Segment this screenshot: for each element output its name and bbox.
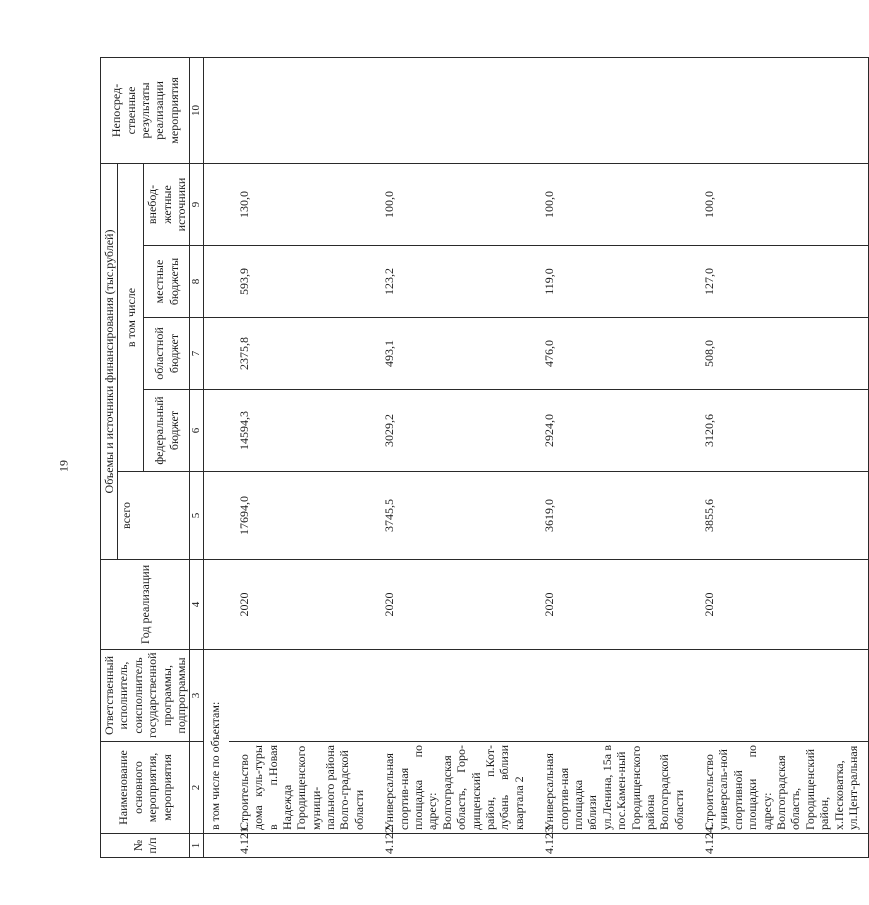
table-row [374,57,534,857]
row-regional: 508,0 [694,318,869,390]
header-col-year: Год реализации [101,560,190,650]
row-name: Строительство дома куль-туры в п.Новая Надежда Городищенского муници-пального района Волго-градской области [229,742,375,834]
row-year: 2020 [534,560,694,650]
row-local: 123,2 [374,246,534,318]
row-executor [374,650,534,742]
row-number: 4.123. [534,834,694,858]
col-index: 4 [190,560,204,650]
page-number: 19 [56,460,71,472]
col-index: 1 [190,834,204,858]
header-federal: федеральный бюджет [144,390,190,472]
row-extrabudget: 130,0 [229,163,375,245]
row-total: 3855,6 [694,472,869,560]
header-including: в том числе [118,163,144,471]
header-total: всего [118,472,190,560]
col-index: 10 [190,57,204,163]
row-executor [229,650,375,742]
col-index: 3 [190,650,204,742]
row-year: 2020 [229,560,375,650]
col-index: 6 [190,390,204,472]
row-extrabudget: 100,0 [374,163,534,245]
row-total: 17694,0 [229,472,375,560]
row-number: 4.124. [694,834,869,858]
row-name: Строительство универсаль-ной спортивной площадки по адресу: Волгоградская область, Городищенский район, х.Песковатка, ул.Цент-ральная [694,742,869,834]
row-number: 4.122. [374,834,534,858]
row-regional: 2375,8 [229,318,375,390]
col-index: 2 [190,742,204,834]
row-federal: 3029,2 [374,390,534,472]
row-result [694,57,869,163]
row-name: Универсальная спортив-ная площадка по адресу: Волгоградская область, Горо-дищенский район, п.Кот-лубань вблизи квартала 2 [374,742,534,834]
row-federal: 3120,6 [694,390,869,472]
rotated-table-container [100,58,860,858]
row-executor [694,650,869,742]
row-local: 119,0 [534,246,694,318]
row-local: 593,9 [229,246,375,318]
header-funding: Объемы и источники финансирования (тыс.рублей) [101,163,118,559]
row-regional: 476,0 [534,318,694,390]
row-extrabudget: 100,0 [534,163,694,245]
header-col-name: Наименование основного мероприятия, мероприятия [101,742,190,834]
row-result [534,57,694,163]
row-executor [534,650,694,742]
row-name: Универсальная спортив-ная площадка вблизи ул.Ленина, 15а в пос.Камен-ный Городищенского района Волгоградской области [534,742,694,834]
table-row [534,57,694,857]
header-col-executor: Ответственный исполнитель, соисполнитель государственной программы, подпрограммы [101,650,190,742]
header-col-number: № п/п [101,834,190,858]
header-extrabudget: внебод-жетные источники [144,163,190,245]
row-extrabudget: 100,0 [694,163,869,245]
subheading-objects: в том числе по объектам: [204,650,229,834]
col-index: 9 [190,163,204,245]
row-regional: 493,1 [374,318,534,390]
col-index: 5 [190,472,204,560]
header-regional: областной бюджет [144,318,190,390]
col-index: 7 [190,318,204,390]
row-local: 127,0 [694,246,869,318]
row-result [229,57,375,163]
table-row [229,57,375,857]
header-local: местные бюджеты [144,246,190,318]
row-year: 2020 [694,560,869,650]
row-year: 2020 [374,560,534,650]
row-number: 4.121. [229,834,375,858]
table-row [694,57,869,857]
row-total: 3619,0 [534,472,694,560]
col-index: 8 [190,246,204,318]
row-federal: 2924,0 [534,390,694,472]
row-total: 3745,5 [374,472,534,560]
header-col-results: Непосред-ственные результаты реализации мероприятия [101,57,190,163]
row-federal: 14594,3 [229,390,375,472]
financing-table [100,57,869,858]
row-result [374,57,534,163]
